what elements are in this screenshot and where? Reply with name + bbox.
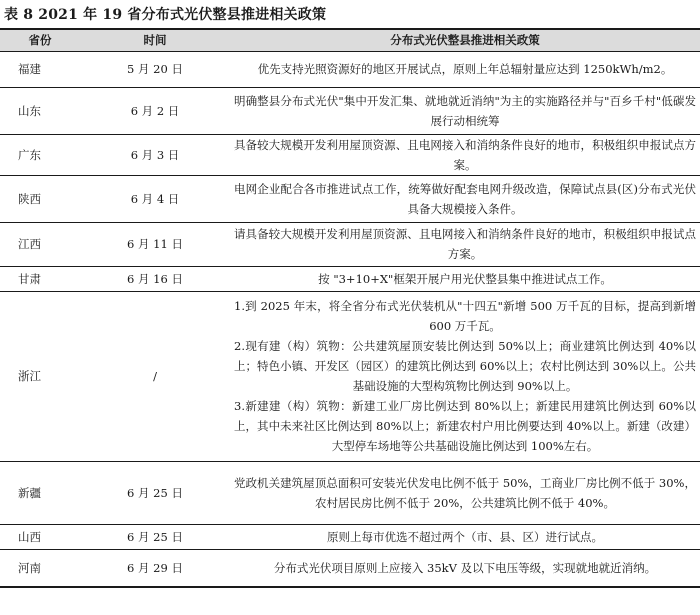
policy-paragraph: 3.新建建（构）筑物：新建工业厂房比例达到 80%以上；新建民用建筑比例达到 60%以上，其中未来社区比例达到 80%以上；新建农村户用比例要达到 40%以上。新建（改建）大型停车场地等公共基础设施比例达到 100%左右。 — [234, 399, 696, 453]
cell-policy — [230, 175, 700, 222]
cell-province: 新疆 — [0, 461, 80, 524]
cell-policy — [230, 291, 700, 461]
cell-time: 5 月 20 日 — [80, 51, 230, 87]
table-row — [0, 222, 700, 266]
cell-policy — [230, 51, 700, 87]
cell-province: 广东 — [0, 134, 80, 175]
cell-province: 山东 — [0, 87, 80, 134]
policy-paragraph: 明确整县分布式光伏"集中开发汇集、就地就近消纳"为主的实施路径并与"百乡千村"低碳发展行动相统筹 — [234, 93, 696, 128]
policy-paragraph: 电网企业配合各市推进试点工作，统筹做好配套电网升级改造，保障试点县(区)分布式光伏具备大规模接入条件。 — [234, 181, 696, 216]
table-header-row — [0, 29, 700, 51]
cell-time: 6 月 29 日 — [80, 549, 230, 587]
cell-policy — [230, 524, 700, 549]
policy-paragraph: 分布式光伏项目原则上应接入 35kV 及以下电压等级，实现就地就近消纳。 — [273, 560, 657, 575]
cell-policy — [230, 461, 700, 524]
policy-table — [0, 28, 700, 588]
table-row — [0, 266, 700, 291]
cell-time: 6 月 11 日 — [80, 222, 230, 266]
cell-policy — [230, 222, 700, 266]
policy-paragraph: 1.到 2025 年末，将全省分布式光伏装机从"十四五"新增 500 万千瓦的目标，提高到新增 600 万千瓦。 — [234, 299, 696, 333]
table-row — [0, 524, 700, 549]
cell-province: 甘肃 — [0, 266, 80, 291]
table-row — [0, 291, 700, 461]
cell-province: 山西 — [0, 524, 80, 549]
cell-time: 6 月 16 日 — [80, 266, 230, 291]
cell-policy — [230, 134, 700, 175]
header-time: 时间 — [80, 29, 230, 51]
table-row — [0, 461, 700, 524]
cell-policy — [230, 87, 700, 134]
header-policy: 分布式光伏整县推进相关政策 — [230, 29, 700, 51]
header-province: 省份 — [0, 29, 80, 51]
cell-time: 6 月 4 日 — [80, 175, 230, 222]
cell-time: 6 月 3 日 — [80, 134, 230, 175]
policy-paragraph: 原则上每市优选不超过两个（市、县、区）进行试点。 — [327, 529, 603, 544]
policy-paragraph: 党政机关建筑屋顶总面积可安装光伏发电比例不低于 50%，工商业厂房比例不低于 30%，农村居民房比例不低于 20%，公共建筑比例不低于 40%。 — [234, 475, 696, 510]
table-row — [0, 175, 700, 222]
table-row — [0, 51, 700, 87]
policy-paragraph: 优先支持光照资源好的地区开展试点，原则上年总辐射量应达到 1250kWh/m2。 — [257, 62, 673, 76]
policy-paragraph: 具备较大规模开发利用屋顶资源、且电网接入和消纳条件良好的地市，积极组织申报试点方案。 — [234, 137, 696, 172]
table-row — [0, 134, 700, 175]
table-row — [0, 549, 700, 587]
policy-paragraph: 2.现有建（构）筑物：公共建筑屋顶安装比例达到 50%以上；商业建筑比例达到 40%以上；特色小镇、开发区（园区）的建筑比例达到 60%以上；农村比例达到 30%以上。公共基础设施的大型构筑物比例达到 90%以上。 — [234, 339, 696, 393]
table-row — [0, 87, 700, 134]
cell-time: 6 月 25 日 — [80, 461, 230, 524]
cell-province: 河南 — [0, 549, 80, 587]
cell-province: 福建 — [0, 51, 80, 87]
cell-province: 陕西 — [0, 175, 80, 222]
cell-province: 江西 — [0, 222, 80, 266]
table-title: 表 8 2021 年 19 省分布式光伏整县推进相关政策 — [4, 7, 327, 23]
cell-time: / — [80, 291, 230, 461]
cell-time: 6 月 2 日 — [80, 87, 230, 134]
cell-policy — [230, 266, 700, 291]
cell-policy — [230, 549, 700, 587]
policy-paragraph: 请具备较大规模开发利用屋顶资源、且电网接入和消纳条件良好的地市，积极组织申报试点方案。 — [234, 227, 696, 261]
cell-time: 6 月 25 日 — [80, 524, 230, 549]
policy-paragraph: 按 "3+10+X"框架开展户用光伏整县集中推进试点工作。 — [318, 271, 612, 286]
cell-province: 浙江 — [0, 291, 80, 461]
